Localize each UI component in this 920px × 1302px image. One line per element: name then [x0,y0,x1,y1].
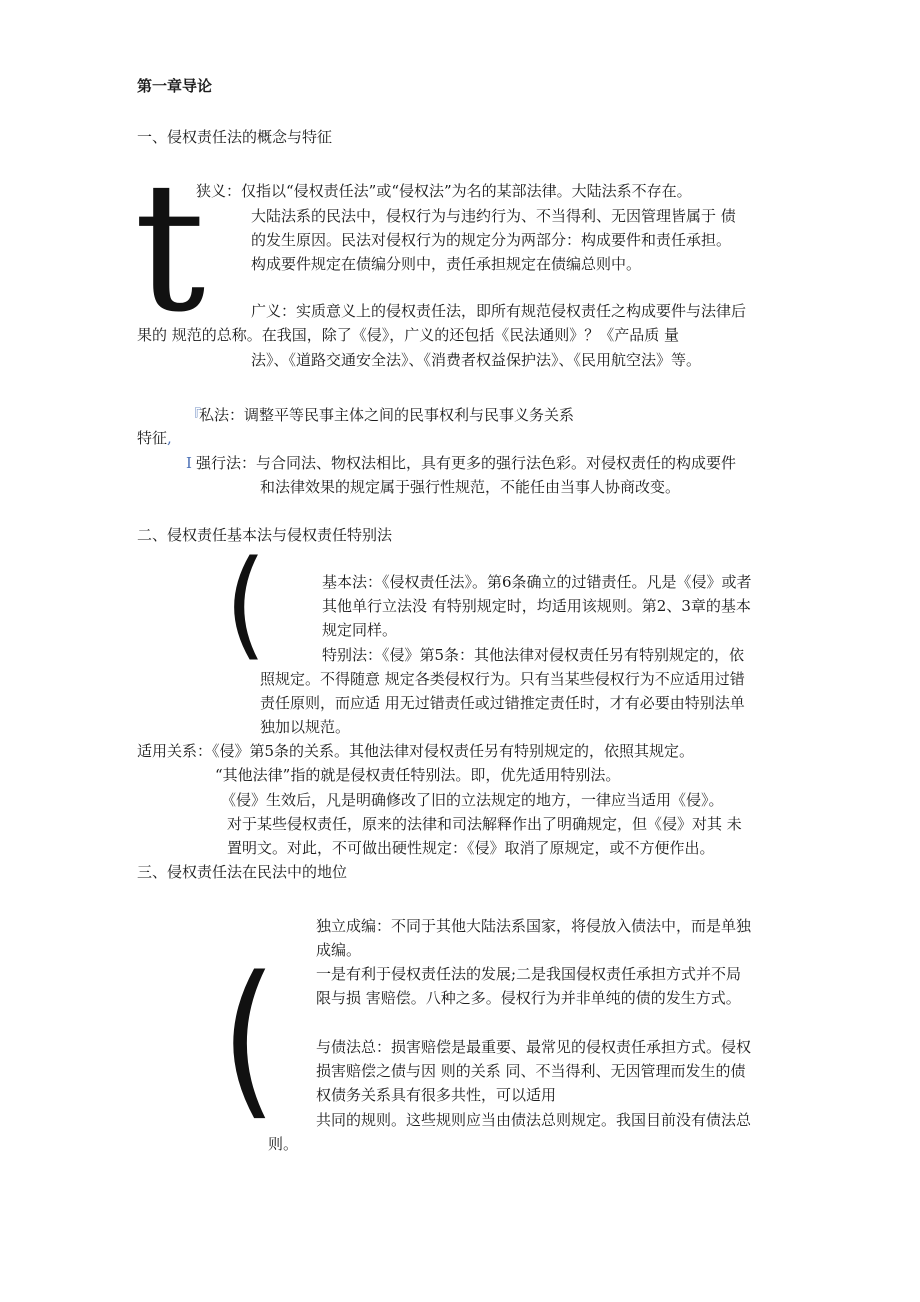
drop-cap-letter: t [134,144,206,351]
basic-law-line: 规定同样。 [322,621,398,639]
features-comma: , [167,429,172,447]
independent-code-line: 限与损 害赔偿。八种之多。侵权行为并非单纯的债的发生方式。 [316,989,741,1007]
debt-law-relation-line: 与债法总：损害赔偿是最重要、最常见的侵权责任承担方式。侵权 [316,1038,752,1056]
application-relation-line: 适用关系：《侵》第5条的关系。其他法律对侵权责任另有特别规定的，依照其规定。 [137,742,695,760]
application-relation-line: 《侵》生效后，凡是明确修改了旧的立法规定的地方，一律应当适用《侵》。 [221,791,724,809]
debt-law-relation-line: 权债务关系具有很多共性，可以适用 [316,1086,557,1104]
mandatory-law-feature: 和法律效果的规定属于强行性规范，不能任由当事人协商改变。 [260,478,681,496]
section-3-heading: 三、侵权责任法在民法中的地位 [137,863,348,881]
basic-law-line: 其他单行立法没 有特别规定时，均适用该规则。第2、3章的基本 [322,597,751,615]
special-law-line: 责任原则，而应适 用无过错责任或过错推定责任时，才有必要由特别法单 [260,694,745,712]
left-parenthesis-bracket: ( [221,940,277,1136]
application-relation-line: 对于某些侵权责任，原来的法律和司法解释作出了明确规定，但《侵》对其 未 [227,815,742,833]
independent-code-line: 独立成编：不同于其他大陆法系国家，将侵放入债法中，而是单独 [316,917,752,935]
application-relation-line: 置明文。对此，不可做出硬性规定：《侵》取消了原规定，或不方便作出。 [227,839,715,857]
broad-definition-line: 法》、《道路交通安全法》、《消费者权益保护法》、《民用航空法》等。 [251,351,702,369]
narrow-definition-line: 构成要件规定在债编分则中，责任承担规定在债编总则中。 [251,255,642,273]
debt-law-relation-line: 损害赔偿之债与因 则的关系 同、不当得利、无因管理而发生的债 [316,1062,746,1080]
narrow-definition-line: 大陆法系的民法中，侵权行为与违约行为、不当得利、无因管理皆属于 债 [251,207,736,225]
chapter-title: 第一章导论 [137,77,213,95]
narrow-definition-line: 的发生原因。民法对侵权行为的规定分为两部分：构成要件和责任承担。 [251,231,732,249]
application-relation-line: “其他法律”指的就是侵权责任特别法。即，优先适用特别法。 [215,766,621,784]
independent-code-line: 一是有利于侵权责任法的发展;二是我国侵权责任承担方式并不局 [316,965,742,983]
section-1-heading: 一、侵权责任法的概念与特征 [137,128,333,146]
features-label-text: 特征 [137,429,168,447]
private-law-feature: 私法：调整平等民事主体之间的民事权利与民事义务关系 [199,406,575,424]
special-law-line: 照规定。不得随意 规定各类侵权行为。只有当某些侵权行为不应适用过错 [260,670,745,688]
broad-definition-line: 果的 规范的总称。在我国，除了《侵》，广义的还包括《民法通则》？《产品质 量 [137,326,680,344]
narrow-definition-line: 狭义：仅指以“侵权责任法”或“侵权法”为名的某部法律。大陆法系不存在。 [196,182,692,200]
bracket-bottom-mark: I [186,454,192,472]
debt-law-relation-line: 共同的规则。这些规则应当由债法总则规定。我国目前没有债法总 [316,1111,752,1129]
broad-definition-line: 广义：实质意义上的侵权责任法，即所有规范侵权责任之构成要件与法律后 [251,302,747,320]
independent-code-line: 成编。 [316,941,362,959]
features-label [137,428,172,448]
special-law-line: 独加以规范。 [260,718,351,736]
left-parenthesis-bracket: ( [225,534,267,672]
special-law-line: 特别法：《侵》第5条：其他法律对侵权责任另有特别规定的，依 [322,646,745,664]
section-2-heading: 二、侵权责任基本法与侵权责任特别法 [137,526,393,544]
bracket-top-mark: 『 [186,406,202,424]
debt-law-relation-line: 则。 [268,1135,299,1153]
mandatory-law-feature: 强行法：与合同法、物权法相比，具有更多的强行法色彩。对侵权责任的构成要件 [196,454,737,472]
basic-law-line: 基本法：《侵权责任法》。第6条确立的过错责任。凡是《侵》或者 [322,573,752,591]
